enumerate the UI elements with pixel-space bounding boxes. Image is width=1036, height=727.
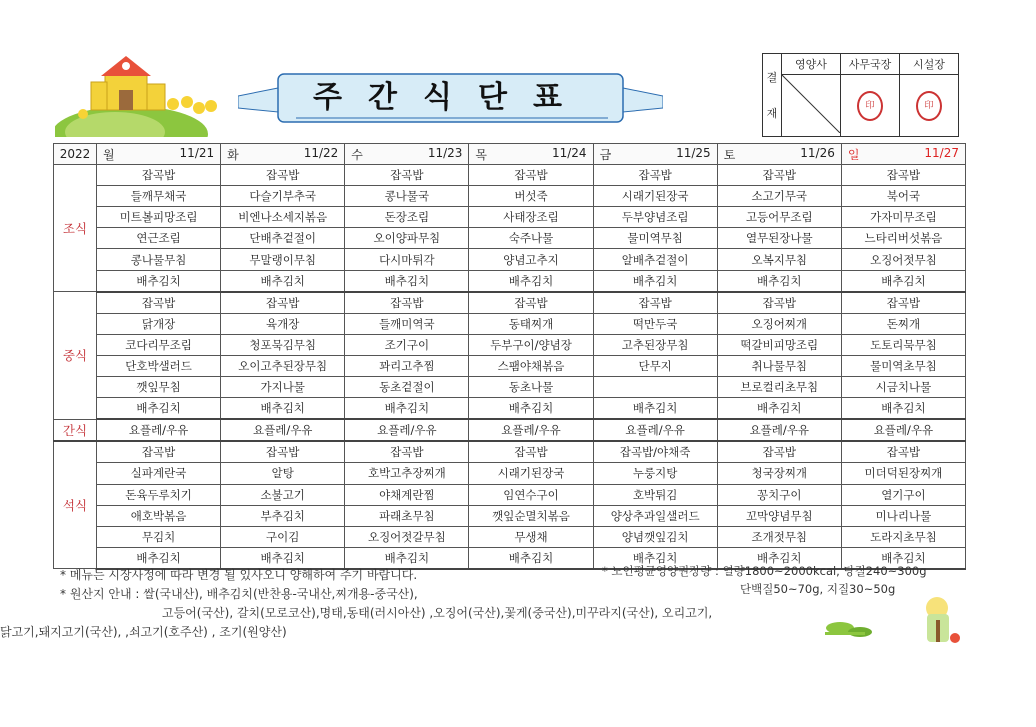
menu-cell: 조개젓무침 bbox=[717, 526, 841, 547]
seal-stamp-icon: 印 bbox=[916, 91, 942, 121]
menu-cell: 요플레/우유 bbox=[841, 419, 965, 441]
menu-cell: 열기구이 bbox=[841, 484, 965, 505]
menu-cell: 배추김치 bbox=[97, 547, 221, 569]
table-row bbox=[54, 207, 966, 228]
menu-cell: 연근조림 bbox=[97, 228, 221, 249]
menu-cell: 양상추과일샐러드 bbox=[593, 505, 717, 526]
seal-stamp-icon: 印 bbox=[857, 91, 883, 121]
table-row bbox=[54, 377, 966, 398]
meal-label: 간식 bbox=[54, 419, 97, 441]
menu-cell: 잡곡밥 bbox=[221, 292, 345, 314]
menu-cell: 청국장찌개 bbox=[717, 463, 841, 484]
menu-cell: 배추김치 bbox=[97, 270, 221, 292]
menu-cell: 다시마튀각 bbox=[345, 249, 469, 270]
menu-cell: 배추김치 bbox=[97, 398, 221, 420]
day-date: 11/23 bbox=[427, 145, 463, 160]
menu-cell: 배추김치 bbox=[469, 398, 593, 420]
menu-cell: 잡곡밥 bbox=[345, 165, 469, 186]
menu-cell: 잡곡밥 bbox=[593, 165, 717, 186]
approval-side-label: 결 재 bbox=[763, 54, 782, 137]
day-date: 11/27 bbox=[924, 145, 959, 160]
menu-cell: 조기구이 bbox=[345, 334, 469, 355]
nutrition-note: * 노인평균영양권장량 : 열량1800~2000kcal, 당질240~300g bbox=[602, 564, 927, 578]
menu-cell: 잡곡밥 bbox=[97, 165, 221, 186]
table-row bbox=[54, 463, 966, 484]
menu-cell: 미트볼피망조림 bbox=[97, 207, 221, 228]
approval-header-director: 시설장 bbox=[900, 54, 959, 75]
menu-cell: 가자미무조림 bbox=[841, 207, 965, 228]
menu-cell: 꽈리고추찜 bbox=[345, 355, 469, 376]
trees-illustration bbox=[815, 596, 965, 651]
menu-cell: 양념고추지 bbox=[469, 249, 593, 270]
note-menu-change: * 메뉴는 시장사정에 따라 변경 될 있사오니 양해하여 주기 바랍니다. bbox=[60, 568, 418, 582]
menu-cell: 오이양파무침 bbox=[345, 228, 469, 249]
menu-cell: 배추김치 bbox=[841, 547, 965, 569]
table-row bbox=[54, 270, 966, 292]
menu-cell: 요플레/우유 bbox=[469, 419, 593, 441]
table-row bbox=[54, 249, 966, 270]
day-date: 11/21 bbox=[179, 145, 215, 160]
house-illustration bbox=[55, 52, 235, 137]
menu-cell: 잡곡밥 bbox=[717, 292, 841, 314]
approval-box bbox=[762, 53, 959, 137]
table-row bbox=[54, 484, 966, 505]
menu-cell: 두부양념조림 bbox=[593, 207, 717, 228]
day-name: 화 bbox=[227, 147, 239, 162]
day-header bbox=[593, 144, 717, 165]
day-date: 11/25 bbox=[676, 145, 711, 160]
menu-cell: 잡곡밥 bbox=[97, 292, 221, 314]
meal-label: 중식 bbox=[54, 292, 97, 420]
table-row bbox=[54, 419, 966, 441]
day-header bbox=[221, 144, 345, 165]
note-origin: * 원산지 안내 : 쌀(국내산), 배추김치(반찬용-국내산,찌개용-중국산), bbox=[60, 587, 418, 601]
menu-cell: 잡곡밥 bbox=[345, 441, 469, 463]
menu-cell: 오징어젓갈무침 bbox=[345, 526, 469, 547]
menu-cell: 꽁치구이 bbox=[717, 484, 841, 505]
menu-cell: 무말랭이무침 bbox=[221, 249, 345, 270]
menu-cell: 오징어젓무침 bbox=[841, 249, 965, 270]
menu-cell: 요플레/우유 bbox=[345, 419, 469, 441]
table-row bbox=[54, 334, 966, 355]
menu-cell: 잡곡밥 bbox=[221, 165, 345, 186]
approval-sign-director bbox=[900, 75, 959, 137]
day-name: 수 bbox=[351, 147, 363, 162]
table-row bbox=[54, 165, 966, 186]
menu-cell: 배추김치 bbox=[593, 398, 717, 420]
menu-cell: 배추김치 bbox=[593, 270, 717, 292]
menu-cell: 호박튀김 bbox=[593, 484, 717, 505]
menu-cell: 잡곡밥 bbox=[593, 292, 717, 314]
menu-cell: 깻잎무침 bbox=[97, 377, 221, 398]
menu-cell: 콩나물국 bbox=[345, 186, 469, 207]
menu-cell: 물미역초무침 bbox=[841, 355, 965, 376]
menu-cell: 육개장 bbox=[221, 313, 345, 334]
menu-cell: 숙주나물 bbox=[469, 228, 593, 249]
menu-cell: 브로컬리초무침 bbox=[717, 377, 841, 398]
day-name: 일 bbox=[847, 147, 860, 162]
menu-cell: 요플레/우유 bbox=[593, 419, 717, 441]
menu-cell: 호박고추장찌개 bbox=[345, 463, 469, 484]
menu-cell: 무생채 bbox=[469, 526, 593, 547]
menu-cell: 잡곡밥 bbox=[97, 441, 221, 463]
menu-cell: 잡곡밥 bbox=[717, 165, 841, 186]
menu-cell: 부추김치 bbox=[221, 505, 345, 526]
menu-cell: 소고기무국 bbox=[717, 186, 841, 207]
menu-cell: 무김치 bbox=[97, 526, 221, 547]
menu-cell: 오징어찌개 bbox=[717, 313, 841, 334]
menu-cell: 물미역무침 bbox=[593, 228, 717, 249]
menu-cell: 동태찌개 bbox=[469, 313, 593, 334]
menu-cell: 동초나물 bbox=[469, 377, 593, 398]
menu-cell: 잡곡밥 bbox=[841, 165, 965, 186]
menu-cell: 가지나물 bbox=[221, 377, 345, 398]
date-header-row bbox=[54, 144, 966, 165]
menu-cell: 시래기된장국 bbox=[469, 463, 593, 484]
menu-cell: 열무된장나물 bbox=[717, 228, 841, 249]
menu-cell: 잡곡밥 bbox=[469, 441, 593, 463]
menu-cell: 단무지 bbox=[593, 355, 717, 376]
table-row bbox=[54, 398, 966, 420]
year-cell: 2022 bbox=[54, 144, 97, 165]
day-header bbox=[97, 144, 221, 165]
menu-cell: 배추김치 bbox=[345, 398, 469, 420]
menu-cell: 배추김치 bbox=[593, 547, 717, 569]
menu-cell: 고등어무조림 bbox=[717, 207, 841, 228]
day-header bbox=[717, 144, 841, 165]
menu-cell: 누룽지탕 bbox=[593, 463, 717, 484]
menu-cell bbox=[593, 377, 717, 398]
menu-cell: 배추김치 bbox=[469, 270, 593, 292]
table-row bbox=[54, 313, 966, 334]
day-name: 월 bbox=[103, 147, 115, 162]
menu-cell: 알배추겉절이 bbox=[593, 249, 717, 270]
menu-cell: 알탕 bbox=[221, 463, 345, 484]
menu-cell: 배추김치 bbox=[221, 270, 345, 292]
day-date: 11/22 bbox=[303, 145, 339, 160]
day-date: 11/26 bbox=[800, 145, 835, 160]
menu-cell: 오복지무침 bbox=[717, 249, 841, 270]
menu-cell: 잡곡밥 bbox=[841, 292, 965, 314]
nutrition-note-cont: 단백질50~70g, 지질30~50g bbox=[740, 582, 896, 596]
day-header bbox=[469, 144, 593, 165]
menu-cell: 배추김치 bbox=[345, 547, 469, 569]
menu-cell: 양념깻잎김치 bbox=[593, 526, 717, 547]
menu-cell: 도토리묵무침 bbox=[841, 334, 965, 355]
menu-cell: 오이고추된장무침 bbox=[221, 355, 345, 376]
menu-cell: 북어국 bbox=[841, 186, 965, 207]
menu-cell: 미나리나물 bbox=[841, 505, 965, 526]
menu-cell: 요플레/우유 bbox=[97, 419, 221, 441]
menu-cell: 배추김치 bbox=[841, 270, 965, 292]
day-name: 금 bbox=[599, 147, 612, 162]
menu-cell: 다슬기부추국 bbox=[221, 186, 345, 207]
menu-cell: 파래초무침 bbox=[345, 505, 469, 526]
weekly-menu-table bbox=[53, 143, 966, 570]
day-header bbox=[345, 144, 469, 165]
day-date: 11/24 bbox=[551, 145, 587, 160]
menu-cell: 실파계란국 bbox=[97, 463, 221, 484]
meal-label: 석식 bbox=[54, 441, 97, 569]
menu-cell: 사태장조림 bbox=[469, 207, 593, 228]
menu-cell: 구이김 bbox=[221, 526, 345, 547]
menu-cell: 동초겉절이 bbox=[345, 377, 469, 398]
menu-cell: 버섯죽 bbox=[469, 186, 593, 207]
menu-cell: 배추김치 bbox=[841, 398, 965, 420]
menu-cell: 잡곡밥/야채죽 bbox=[593, 441, 717, 463]
menu-cell: 도라지초무침 bbox=[841, 526, 965, 547]
table-row bbox=[54, 292, 966, 314]
page-title: 주간식단표 bbox=[313, 80, 588, 115]
table-row bbox=[54, 355, 966, 376]
menu-cell: 닭개장 bbox=[97, 313, 221, 334]
table-row bbox=[54, 505, 966, 526]
approval-sign-office-manager bbox=[841, 75, 900, 137]
diagonal-line-icon bbox=[782, 75, 840, 133]
note-origin-cont: 고등어(국산), 갈치(모로코산),명태,동태(러시아산) ,오징어(국산),꽃게(중국산),미꾸라지(국산), 오리고기, bbox=[162, 606, 713, 620]
menu-cell: 스팸야채볶음 bbox=[469, 355, 593, 376]
menu-cell: 배추김치 bbox=[717, 270, 841, 292]
menu-cell: 잡곡밥 bbox=[221, 441, 345, 463]
note-origin-cont2: 닭고기,돼지고기(국산), ,쇠고기(호주산) , 조기(원양산) bbox=[0, 625, 287, 639]
menu-cell: 잡곡밥 bbox=[469, 292, 593, 314]
menu-cell: 요플레/우유 bbox=[221, 419, 345, 441]
menu-cell: 소불고기 bbox=[221, 484, 345, 505]
approval-header-nutritionist: 영양사 bbox=[782, 54, 841, 75]
approval-header-office-manager: 사무국장 bbox=[841, 54, 900, 75]
menu-cell: 잡곡밥 bbox=[469, 165, 593, 186]
menu-cell: 잡곡밥 bbox=[717, 441, 841, 463]
menu-cell: 비엔나소세지볶음 bbox=[221, 207, 345, 228]
menu-cell: 콩나물무침 bbox=[97, 249, 221, 270]
menu-cell: 꼬막양념무침 bbox=[717, 505, 841, 526]
menu-cell: 돈찌개 bbox=[841, 313, 965, 334]
menu-cell: 고추된장무침 bbox=[593, 334, 717, 355]
menu-cell: 배추김치 bbox=[221, 547, 345, 569]
menu-cell: 청포묵김무침 bbox=[221, 334, 345, 355]
menu-cell: 야채계란찜 bbox=[345, 484, 469, 505]
menu-cell: 잡곡밥 bbox=[841, 441, 965, 463]
meal-label: 조식 bbox=[54, 165, 97, 292]
approval-sign-nutritionist bbox=[782, 75, 841, 137]
menu-cell: 돈장조림 bbox=[345, 207, 469, 228]
menu-cell: 떡만두국 bbox=[593, 313, 717, 334]
menu-cell: 배추김치 bbox=[717, 547, 841, 569]
menu-cell: 깻잎순멸치볶음 bbox=[469, 505, 593, 526]
menu-cell: 느타리버섯볶음 bbox=[841, 228, 965, 249]
menu-cell: 코다리무조림 bbox=[97, 334, 221, 355]
menu-cell: 배추김치 bbox=[717, 398, 841, 420]
day-name: 목 bbox=[475, 147, 488, 162]
table-row bbox=[54, 228, 966, 249]
menu-cell: 요플레/우유 bbox=[717, 419, 841, 441]
menu-cell: 취나물무침 bbox=[717, 355, 841, 376]
menu-cell: 배추김치 bbox=[221, 398, 345, 420]
menu-cell: 잡곡밥 bbox=[345, 292, 469, 314]
menu-cell: 배추김치 bbox=[345, 270, 469, 292]
menu-cell: 들깨무채국 bbox=[97, 186, 221, 207]
menu-cell: 임연수구이 bbox=[469, 484, 593, 505]
table-row bbox=[54, 441, 966, 463]
menu-cell: 시금치나물 bbox=[841, 377, 965, 398]
menu-cell: 미더덕된장찌개 bbox=[841, 463, 965, 484]
menu-cell: 떡갈비피망조림 bbox=[717, 334, 841, 355]
menu-cell: 두부구이/양념장 bbox=[469, 334, 593, 355]
menu-cell: 배추김치 bbox=[469, 547, 593, 569]
table-row bbox=[54, 186, 966, 207]
menu-cell: 들깨미역국 bbox=[345, 313, 469, 334]
table-row bbox=[54, 526, 966, 547]
menu-cell: 단배추겉절이 bbox=[221, 228, 345, 249]
day-name: 토 bbox=[723, 147, 736, 162]
menu-cell: 단호박샐러드 bbox=[97, 355, 221, 376]
menu-cell: 시래기된장국 bbox=[593, 186, 717, 207]
day-header bbox=[841, 144, 965, 165]
menu-cell: 애호박볶음 bbox=[97, 505, 221, 526]
menu-cell: 돈육두루치기 bbox=[97, 484, 221, 505]
